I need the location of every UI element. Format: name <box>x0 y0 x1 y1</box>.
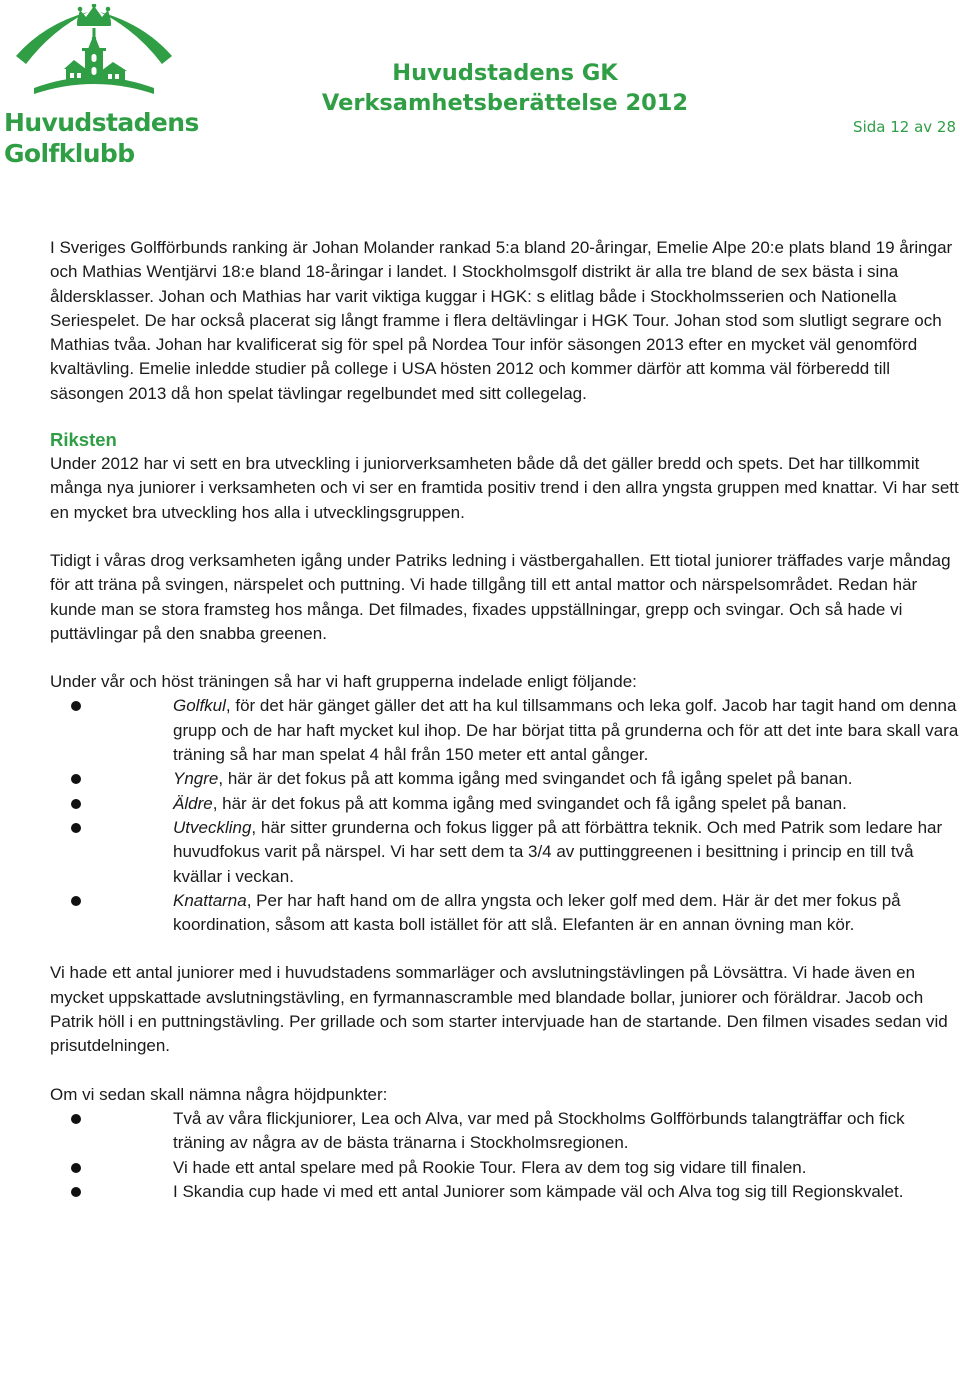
logo-line-1: Huvudstadens <box>4 108 199 137</box>
church-tower-crown-icon <box>4 4 190 104</box>
title-line-1: Huvudstadens GK <box>392 60 618 86</box>
highlight-text: I Skandia cup hade vi med ett antal Juniorer som kämpade väl och Alva tog sig till Regionskvalet. <box>173 1181 904 1201</box>
group-name: Äldre <box>173 793 213 813</box>
document-title <box>315 58 695 118</box>
list-item <box>50 1156 960 1180</box>
bullet-icon <box>71 774 81 784</box>
group-name: Yngre <box>173 769 219 789</box>
group-name: Knattarna <box>173 890 247 910</box>
paragraph: Om vi sedan skall nämna några höjdpunkter: <box>50 1084 388 1104</box>
highlight-text: Två av våra flickjuniorer, Lea och Alva, var med på Stockholms Golfförbunds talangträffar och fick träning av några av de bästa tränarna i Stockholmsregionen. <box>173 1108 905 1153</box>
group-text: , Per har haft hand om de allra yngsta och leker golf med dem. Här är det mer fokus på koordination, såsom att kasta boll istället för att slå. Elefanten är en annan övning man kör. <box>173 890 901 935</box>
group-text: , här är det fokus på att komma igång med svingandet och få igång spelet på banan. <box>212 793 847 813</box>
paragraph: Under vår och höst träningen så har vi haft grupperna indelade enligt följande: <box>50 672 637 692</box>
group-text: , för det här gänget gäller det att ha kul tillsammans och leka golf. Jacob har tagit hand om denna grupp och de har haft mycket kul ihop. De har börjat titta på grunderna och för att det inte bara skall vara träning så har man spelat 4 hål från 150 meter ett antal gånger. <box>173 696 959 765</box>
bullet-icon <box>71 1114 81 1124</box>
club-logo <box>4 4 199 169</box>
paragraph: Vi hade ett antal juniorer med i huvudstadens sommarläger och avslutningstävlingen på Lövsättra. Vi hade även en mycket uppskattade avslutningstävling, en fyrmannascramble med blandade bollar, juniorer och föräldrar. Jacob och Patrik höll i en puttningstävling. Per grillade och som starter intervjuade han de startande. Den filmen visades sedan vid prisutdelningen. <box>50 963 948 1056</box>
intro-paragraph: I Sveriges Golfförbunds ranking är Johan Molander rankad 5:a bland 20-åringar, Emelie Alpe 20:e plats bland 19 åringar och Mathias Wentjärvi 18:e bland 18-åringar i landet. I Stockholmsgolf distrikt är alla tre bland de sex bästa i sina åldersklasser. Johan och Mathias har varit viktiga kuggar i HGK: s elitlag både i Stockholmsserien och Nationella Seriespelet. De har också placerat sig långt framme i flera deltävlingar i HGK Tour. Johan stod som slutligt segrare och Mathias tvåa. Johan har kvalificerat sig för spel på Nordea Tour inför säsongen 2013 efter en mycket väl genomförd kvaltävling. Emelie inledde studier på college i USA hösten 2012 och kommer därför att komma väl förberedd till säsongen 2013 då hon spelat tävlingar regelbundet med sitt collegelag. <box>50 238 953 403</box>
group-list <box>50 694 960 937</box>
section-heading: Riksten <box>50 429 117 451</box>
list-item <box>50 1107 960 1156</box>
bullet-icon <box>71 1163 81 1173</box>
logo-line-2: Golfklubb <box>4 139 135 168</box>
bullet-icon <box>71 896 81 906</box>
highlight-text: Vi hade ett antal spelare med på Rookie Tour. Flera av dem tog sig vidare till finalen. <box>173 1157 807 1177</box>
title-line-2: Verksamhetsberättelse 2012 <box>321 90 689 116</box>
paragraph: Under 2012 har vi sett en bra utveckling i juniorverksamheten både då det gäller bredd och spets. Det har tillkommit många nya juniorer i verksamheten och vi ser en framtida positiv trend i den allra yngsta gruppen med knattar. Vi har sett en mycket bra utveckling hos alla i utvecklingsgruppen. <box>50 454 959 522</box>
list-item <box>50 694 960 767</box>
bullet-icon <box>71 701 81 711</box>
list-item <box>50 889 960 938</box>
bullet-icon <box>71 1187 81 1197</box>
group-text: , här sitter grunderna och fokus ligger på att förbättra teknik. Och med Patrik som ledare har huvudfokus varit på närspel. Vi har sett dem ta 3/4 av puttinggreenen i besittning i princip en till två kvällar i veckan. <box>173 817 943 886</box>
list-item <box>50 816 960 889</box>
list-item <box>50 792 960 816</box>
logo-wordmark <box>4 107 199 169</box>
page-number: Sida 12 av 28 <box>853 118 956 136</box>
bullet-icon <box>71 799 81 809</box>
group-name: Utveckling <box>173 817 252 837</box>
highlight-list <box>50 1107 960 1204</box>
list-item <box>50 1180 960 1204</box>
group-text: , här är det fokus på att komma igång med svingandet och få igång spelet på banan. <box>218 769 853 789</box>
list-item <box>50 767 960 791</box>
group-name: Golfkul <box>173 696 226 716</box>
document-body <box>50 236 960 1204</box>
bullet-icon <box>71 823 81 833</box>
paragraph: Tidigt i våras drog verksamheten igång under Patriks ledning i västbergahallen. Ett tiotal juniorer träffades varje måndag för att träna på svingen, närspelet och puttning. Vi hade tillgång till ett antal mattor och närspelsområdet. Redan här kunde man se stora framsteg hos många. Det filmades, fixades uppställningar, grepp och svingar. Och så hade vi puttävlingar på den snabba greenen. <box>50 550 951 643</box>
